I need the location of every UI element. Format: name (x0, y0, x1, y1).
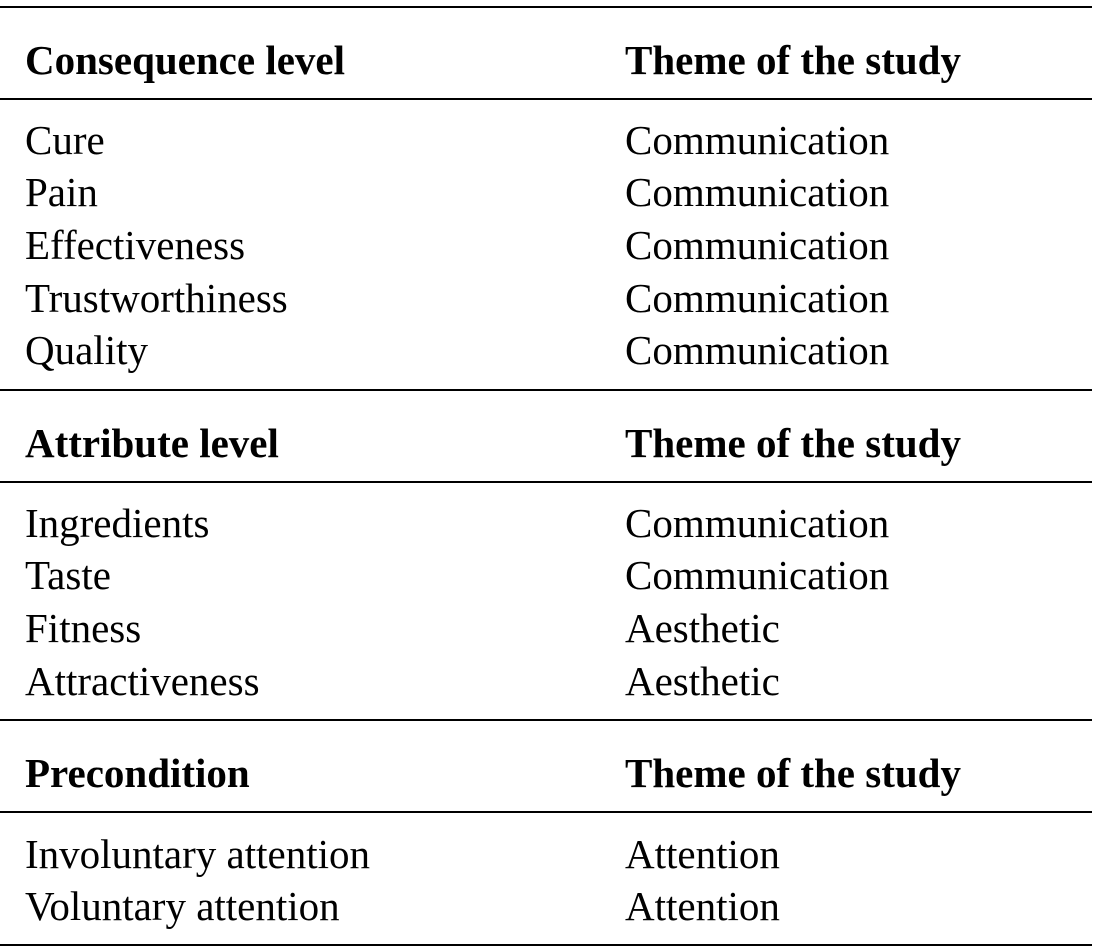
section-rule (0, 389, 1092, 391)
table-row-theme: Communication (625, 169, 890, 215)
theme-column-header: Theme of the study (625, 420, 961, 466)
table-row-theme: Communication (625, 552, 890, 598)
theme-column-header: Theme of the study (625, 750, 961, 796)
section-header-consequence-level: Consequence level (25, 37, 345, 83)
header-rule (0, 98, 1092, 100)
table-row-item: Quality (25, 327, 148, 373)
table-row-item: Attractiveness (25, 658, 260, 704)
section-header-precondition: Precondition (25, 750, 250, 796)
table-row-item: Cure (25, 117, 105, 163)
table-row-theme: Communication (625, 275, 890, 321)
table-row-theme: Aesthetic (625, 605, 780, 651)
header-rule (0, 481, 1092, 483)
table-row-theme: Communication (625, 500, 890, 546)
header-rule (0, 811, 1092, 813)
table-row-item: Pain (25, 169, 98, 215)
table-row-item: Ingredients (25, 500, 210, 546)
table-row-item: Voluntary attention (25, 883, 340, 929)
table-row-theme: Communication (625, 117, 890, 163)
table-row-theme: Communication (625, 327, 890, 373)
section-header-attribute-level: Attribute level (25, 420, 279, 466)
table-row-theme: Aesthetic (625, 658, 780, 704)
table-row-theme: Communication (625, 222, 890, 268)
table-row-theme: Attention (625, 883, 780, 929)
bottom-rule (0, 944, 1092, 946)
table-row-item: Taste (25, 552, 111, 598)
top-rule (0, 6, 1092, 8)
section-rule (0, 719, 1092, 721)
table-row-item: Trustworthiness (25, 275, 288, 321)
table-row-theme: Attention (625, 831, 780, 877)
theme-column-header: Theme of the study (625, 37, 961, 83)
table-row-item: Involuntary attention (25, 831, 370, 877)
table-row-item: Effectiveness (25, 222, 246, 268)
table-row-item: Fitness (25, 605, 142, 651)
